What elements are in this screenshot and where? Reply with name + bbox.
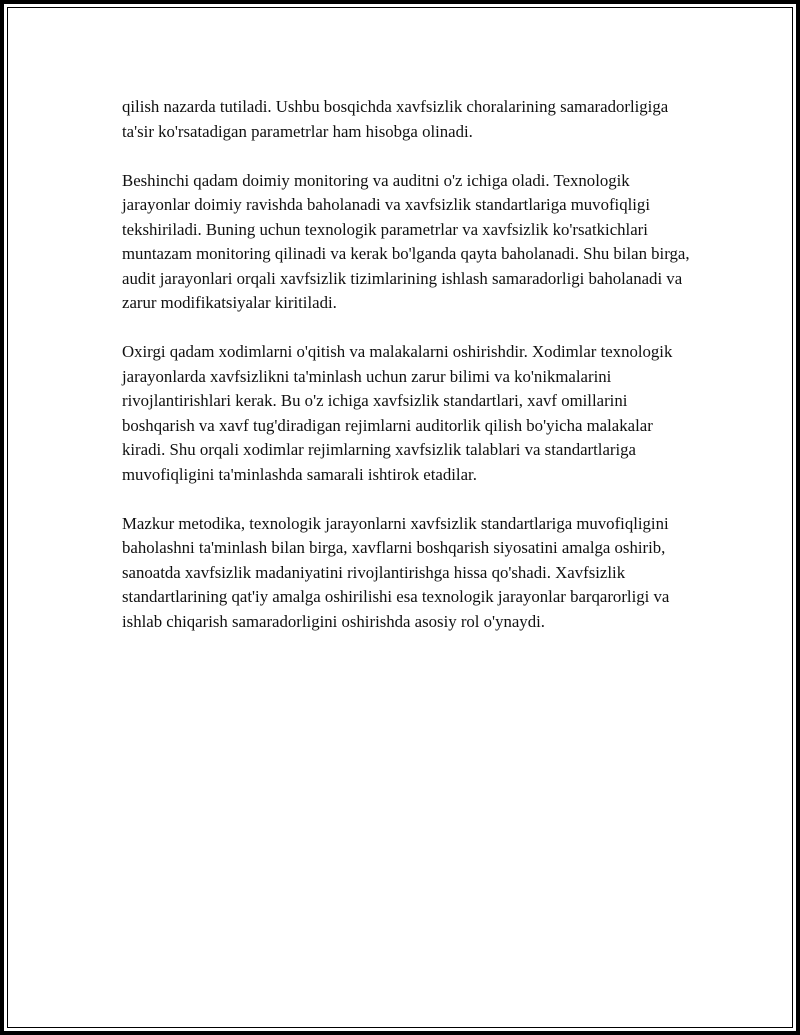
- paragraph-monitoring-audit: Beshinchi qadam doimiy monitoring va auditni o'z ichiga oladi. Texnologik jarayonlar doimiy ravishda baholanadi va xavfsizlik standartlariga muvofiqligi tekshiriladi. Buning uchun texnologik parametrlar va xavfsizlik ko'rsatkichlari muntazam monitoring qilinadi va kerak bo'lganda qayta baholanadi. Shu bilan birga, audit jarayonlari orqali xavfsizlik tizimlarining ishlash samaradorligi baholanadi va zarur modifikatsiyalar kiritiladi.: [122, 170, 690, 312]
- document-body: [122, 95, 692, 659]
- paragraph-conclusion: Mazkur metodika, texnologik jarayonlarni xavfsizlik standartlariga muvofiqligini baholashni ta'minlash bilan birga, xavflarni boshqarish siyosatini amalga oshirib, sanoatda xavfsizlik madaniyatini rivojlantirishga hissa qo'shadi. Xavfsizlik standartlarining qat'iy amalga oshirilishi esa texnologik jarayonlar barqarorligi va ishlab chiqarish samaradorligini oshirishda asosiy rol o'ynaydi.: [122, 513, 670, 631]
- paragraph-continuation: qilish nazarda tutiladi. Ushbu bosqichda xavfsizlik choralarining samaradorligiga ta'sir ko'rsatadigan parametrlar ham hisobga olinadi.: [122, 97, 669, 141]
- paragraph-staff-training: Oxirgi qadam xodimlarni o'qitish va malakalarni oshirishdir. Xodimlar texnologik jarayonlarda xavfsizlikni ta'minlash uchun zarur bilimi va ko'nikmalarini rivojlantirishlari kerak. Bu o'z ichiga xavfsizlik standartlari, xavf omillarini boshqarish va xavf tug'diradigan rejimlarni auditorlik qilish bo'yicha malakalar kiradi. Shu orqali xodimlar rejimlarning xavfsizlik talablari va standartlariga muvofiqligini ta'minlashda samarali ishtirok etadilar.: [122, 342, 673, 484]
